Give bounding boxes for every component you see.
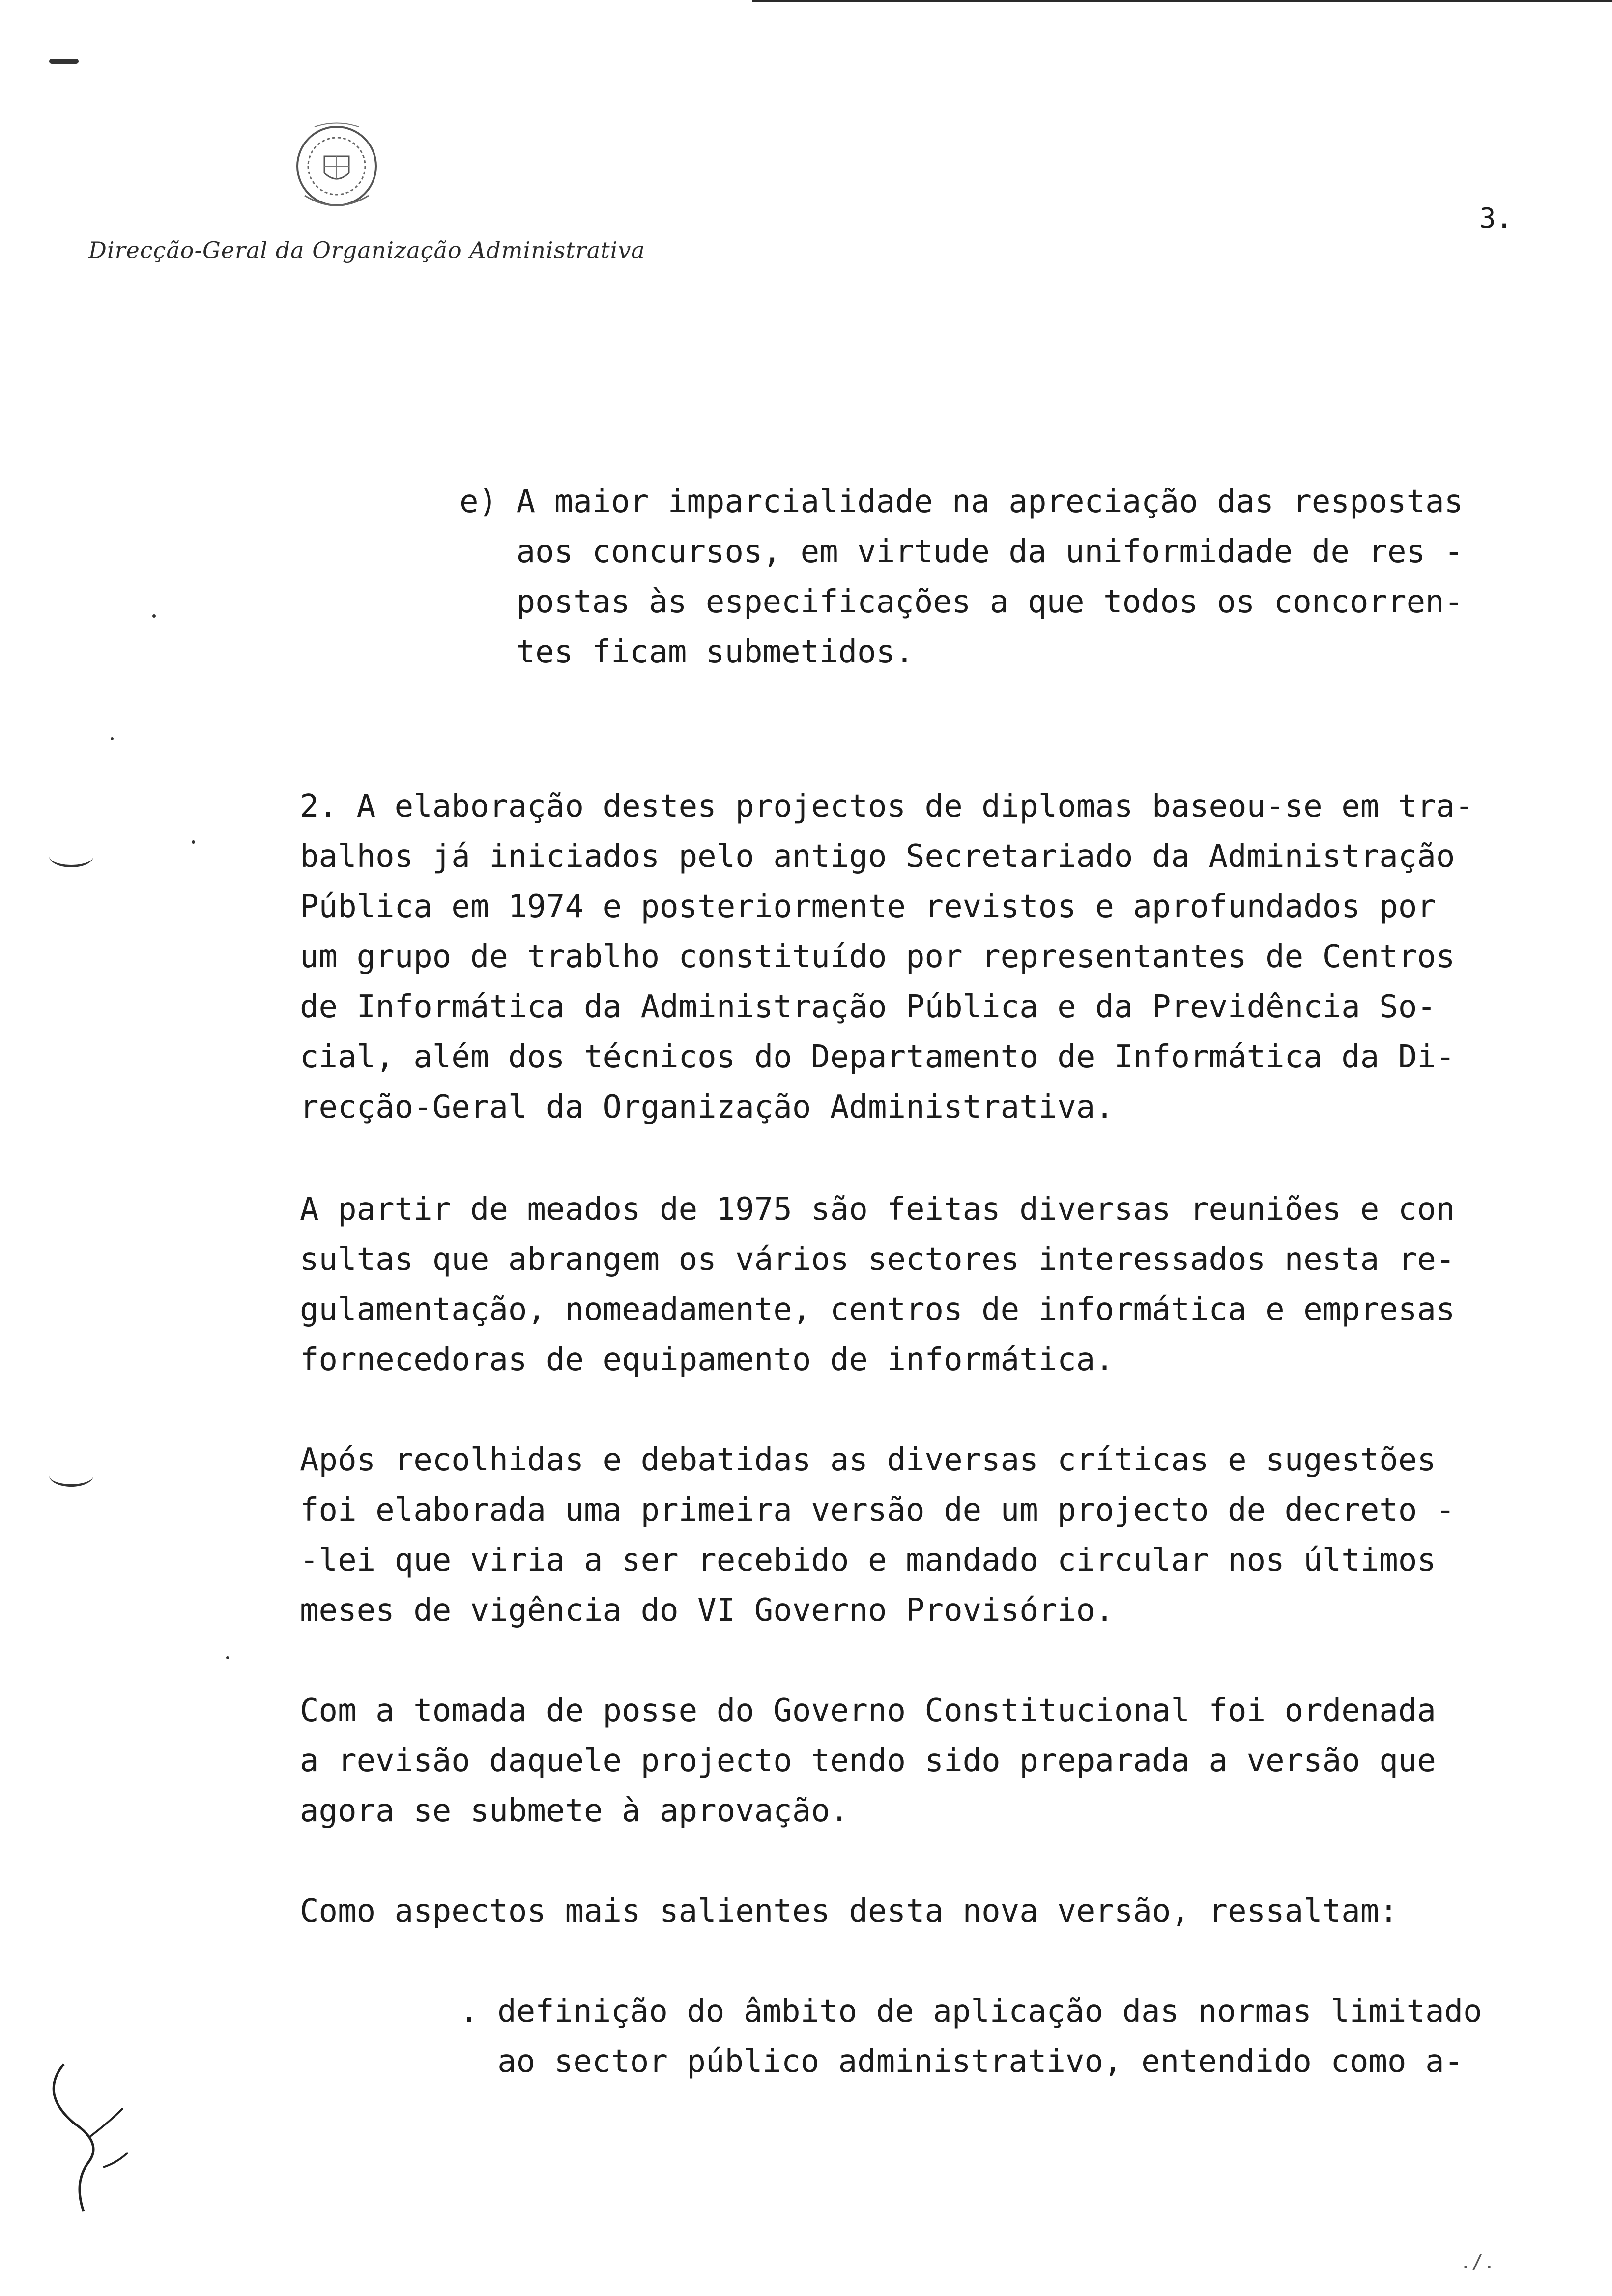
top-rule <box>752 0 1612 2</box>
handwritten-signature <box>44 2054 143 2221</box>
speck-mark <box>49 59 79 64</box>
letterhead-title: Direcção-Geral da Organização Administrativa <box>88 237 645 263</box>
margin-mark <box>49 845 93 867</box>
speck-mark <box>192 840 195 844</box>
page-number: 3. <box>1479 202 1513 234</box>
speck-mark <box>226 1656 229 1659</box>
margin-mark <box>49 1464 93 1487</box>
paragraph-5: Com a tomada de posse do Governo Constitucional foi ordenada a revisão daquele projecto tendo sido preparada a versão que agora se submete à aprovação. <box>300 1693 1436 1829</box>
paragraph-6: Como aspectos mais salientes desta nova versão, ressaltam: <box>300 1893 1398 1929</box>
paragraph-4: Após recolhidas e debatidas as diversas críticas e sugestões foi elaborada uma primeira versão de um projecto de decreto - -lei que viria a ser recebido e mandado circular nos últimos meses de vigência do VI Governo Provisório. <box>300 1442 1455 1629</box>
coat-of-arms-emblem <box>285 117 388 220</box>
paragraph-3: A partir de meados de 1975 são feitas diversas reuniões e con sultas que abrangem os vários sectores interessados nesta re- gulamentação, nomeadamente, centros de informática e empresas fornecedoras de equipamento de informática. <box>300 1191 1455 1378</box>
speck-mark <box>111 737 114 740</box>
continuation-mark: ./. <box>1460 2251 1496 2273</box>
speck-mark <box>152 614 156 618</box>
bullet-item: . definição do âmbito de aplicação das normas limitado ao sector público administrativo, entendido como a- <box>460 1993 1482 2080</box>
paragraph-2: 2. A elaboração destes projectos de diplomas baseou-se em tra- balhos já iniciados pelo antigo Secretariado da Administração Pública em 1974 e posteriormente revistos e aprofundados por um grupo de trablho constituído por representantes de Centros de Informática da Administração Pública e da Previdência So- cial, além dos técnicos do Departamento de Informática da Di- recção-Geral da Organização Administrativa. <box>300 788 1474 1125</box>
paragraph-item-e: e) A maior imparcialidade na apreciação das respostas aos concursos, em virtude da uniformidade de res - postas às especificações a que todos os concorren- tes ficam submetidos. <box>460 484 1464 670</box>
